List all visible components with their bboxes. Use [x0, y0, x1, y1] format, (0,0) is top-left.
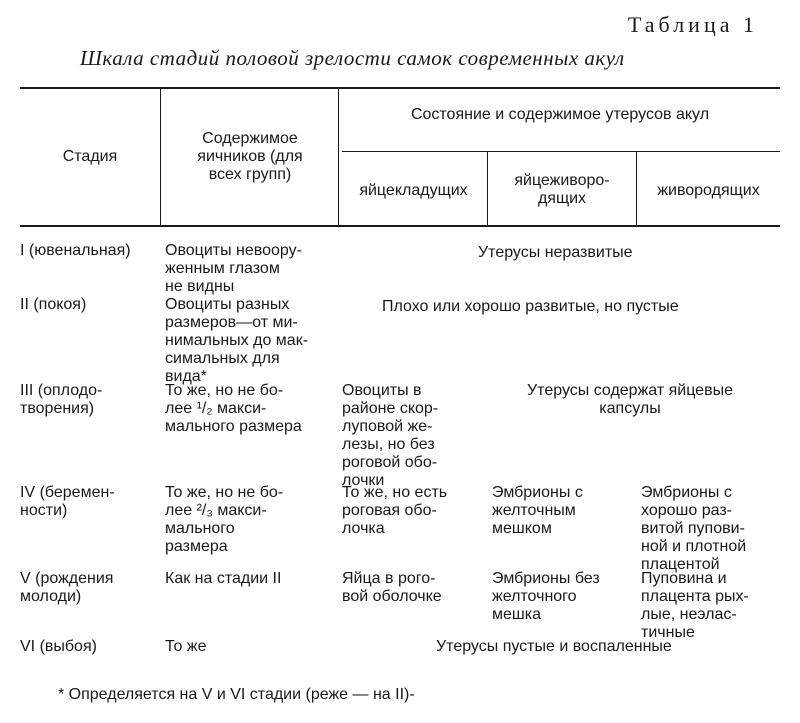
row-5-viviparous: Пуповина и плацента рых- лые, неэлас- тичные [641, 570, 749, 641]
header-ovoviviparous: яйцеживоро- дящих [514, 172, 610, 207]
header-viviparous: живородящих [657, 182, 760, 199]
footnote: * Определяется на V и VI стадии (реже — на II)- [58, 686, 415, 703]
header-divider-1 [160, 88, 161, 226]
header-stage: Стадия [62, 148, 118, 165]
row-2-ovaries: Овоциты разных размеров—от ми- нимальных до мак- симальных для вида* [165, 296, 309, 385]
row-4-oviparous: То же, но есть роговая обо- лочка [342, 484, 448, 537]
table-title: Шкала стадий половой зрелости самок современных акул [80, 46, 625, 70]
row-5-ovoviviparous: Эмбрионы без желточного мешка [492, 570, 600, 623]
header-bottom-rule [20, 225, 780, 227]
row-3-stage: III (оплодо- творения) [20, 382, 103, 417]
table-number: Таблица 1 [627, 12, 758, 37]
row-6-stage: VI (выбоя) [20, 638, 97, 655]
row-4-ovaries: То же, но не бо- лее ²/₃ макси- мального размера [165, 484, 284, 555]
row-4-stage: IV (беремен- ности) [20, 484, 115, 519]
header-uterus-group: Состояние и содержимое утерусов акул [410, 106, 710, 123]
row-1-ovaries: Овоциты невоору- женным глазом не видны [165, 242, 302, 295]
row-3-ovaries: То же, но не бо- лее ¹/₂ макси- мального размера [165, 382, 302, 435]
row-1-stage: I (ювенальная) [20, 242, 131, 259]
header-divider-2 [338, 88, 339, 226]
row-2-stage: II (покоя) [20, 296, 87, 313]
row-5-stage: V (рождения молоди) [20, 570, 114, 605]
row-4-ovoviviparous: Эмбрионы с желточным мешком [492, 484, 583, 537]
row-5-ovaries: Как на стадии II [165, 570, 282, 587]
row-6-ovaries: То же [165, 638, 207, 655]
row-6-uterus: Утерусы пустые и воспаленные [436, 638, 672, 655]
row-4-viviparous: Эмбрионы с хорошо раз- витой пупови- ной и плотной плацентой [641, 484, 747, 573]
header-ovaries: Содержимое яичников (для всех групп) [197, 130, 303, 183]
row-1-uterus: Утерусы неразвитые [478, 244, 633, 261]
row-3-uterus: Утерусы содержат яйцевые капсулы [527, 382, 733, 417]
row-2-uterus: Плохо или хорошо развитые, но пустые [382, 298, 679, 315]
row-5-oviparous: Яйца в рого- вой оболочке [342, 570, 442, 605]
header-oviparous: яйцекладущих [359, 182, 468, 199]
top-rule [20, 87, 780, 89]
row-3-oviparous: Овоциты в районе скор- луповой же- лезы, но без роговой обо- лочки [342, 382, 439, 489]
uterus-subheader-rule [342, 151, 780, 152]
